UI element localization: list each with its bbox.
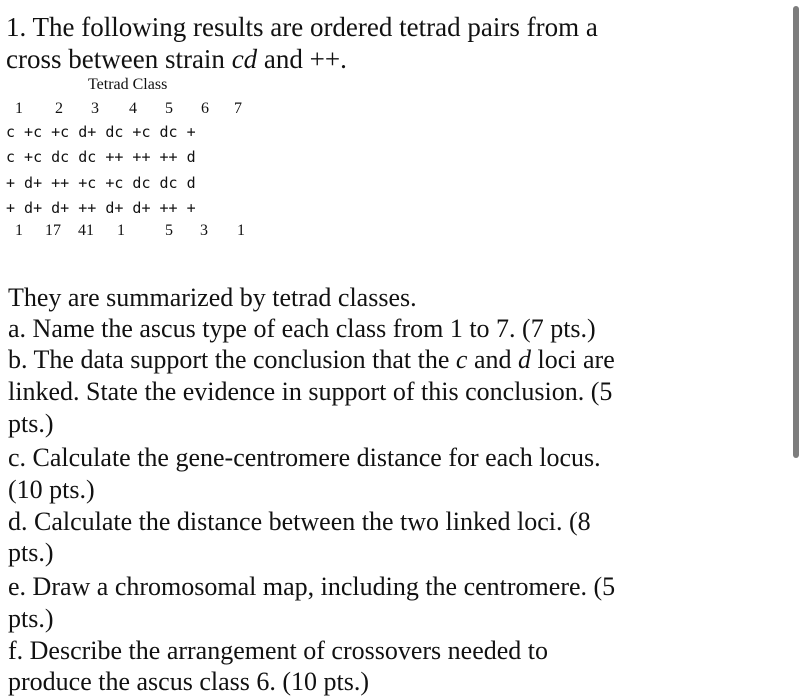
genotype-row <box>0 197 300 219</box>
intro-text-pre: cross between strain <box>6 44 232 74</box>
count-value: 41 <box>78 222 94 239</box>
class-number: 4 <box>129 100 137 117</box>
class-number: 3 <box>91 100 99 117</box>
genotype-row <box>0 121 300 143</box>
question-b-post: loci are <box>531 345 615 374</box>
class-number: 6 <box>201 100 209 117</box>
genotype-row-text: + d+ ++ +c +c dc dc d <box>6 174 196 192</box>
count-value: 1 <box>15 222 23 239</box>
class-number: 5 <box>165 100 173 117</box>
question-d-line-1: d. Calculate the distance between the two linked loci. (8 <box>8 507 591 536</box>
question-b-line-3: pts.) <box>8 409 54 438</box>
question-d-line-2: pts.) <box>8 538 54 567</box>
class-number: 7 <box>234 100 242 117</box>
question-e-line-2: pts.) <box>8 604 54 633</box>
question-e-line-1: e. Draw a chromosomal map, including the centromere. (5 <box>8 572 616 601</box>
genotype-row-text: c +c dc dc ++ ++ ++ d <box>6 148 196 166</box>
problem-intro-text-1: The following results are ordered tetrad pairs from a <box>32 12 598 42</box>
problem-intro-line-2 <box>6 44 347 74</box>
locus-d: d <box>518 345 532 374</box>
problem-intro-line-1 <box>6 12 598 42</box>
question-b-line-2: linked. State the evidence in support of this conclusion. (5 <box>8 377 613 406</box>
count-value: 3 <box>200 222 208 239</box>
class-number: 2 <box>55 100 63 117</box>
intro-text-post: and ++. <box>257 44 347 74</box>
strain-name: cd <box>231 44 258 74</box>
question-b-pre: b. The data support the conclusion that the <box>8 345 456 374</box>
question-b-line-1 <box>8 345 615 375</box>
question-f-line-2: produce the ascus class 6. (10 pts.) <box>8 667 370 696</box>
count-value: 1 <box>237 222 245 239</box>
question-f-line-1: f. Describe the arrangement of crossovers needed to <box>8 636 548 665</box>
count-value: 5 <box>165 222 173 239</box>
genotype-row <box>0 146 300 168</box>
count-value: 17 <box>45 222 61 239</box>
problem-number: 1. <box>6 12 27 42</box>
class-number: 1 <box>15 100 23 117</box>
question-c-line-2: (10 pts.) <box>8 475 95 504</box>
question-a: a. Name the ascus type of each class from 1 to 7. (7 pts.) <box>8 314 596 343</box>
genotype-row-text: c +c +c d+ dc +c dc + <box>6 123 196 141</box>
question-c-line-1: c. Calculate the gene-centromere distance for each locus. <box>8 443 601 472</box>
genotype-row-text: + d+ d+ ++ d+ d+ ++ + <box>6 199 196 217</box>
count-value: 1 <box>117 222 125 239</box>
vertical-scrollbar[interactable] <box>793 6 799 458</box>
question-b-mid: and <box>467 345 519 374</box>
table-header: Tetrad Class <box>88 76 168 93</box>
summary-text: They are summarized by tetrad classes. <box>8 283 417 312</box>
locus-c: c <box>455 345 468 374</box>
genotype-row <box>0 172 300 194</box>
